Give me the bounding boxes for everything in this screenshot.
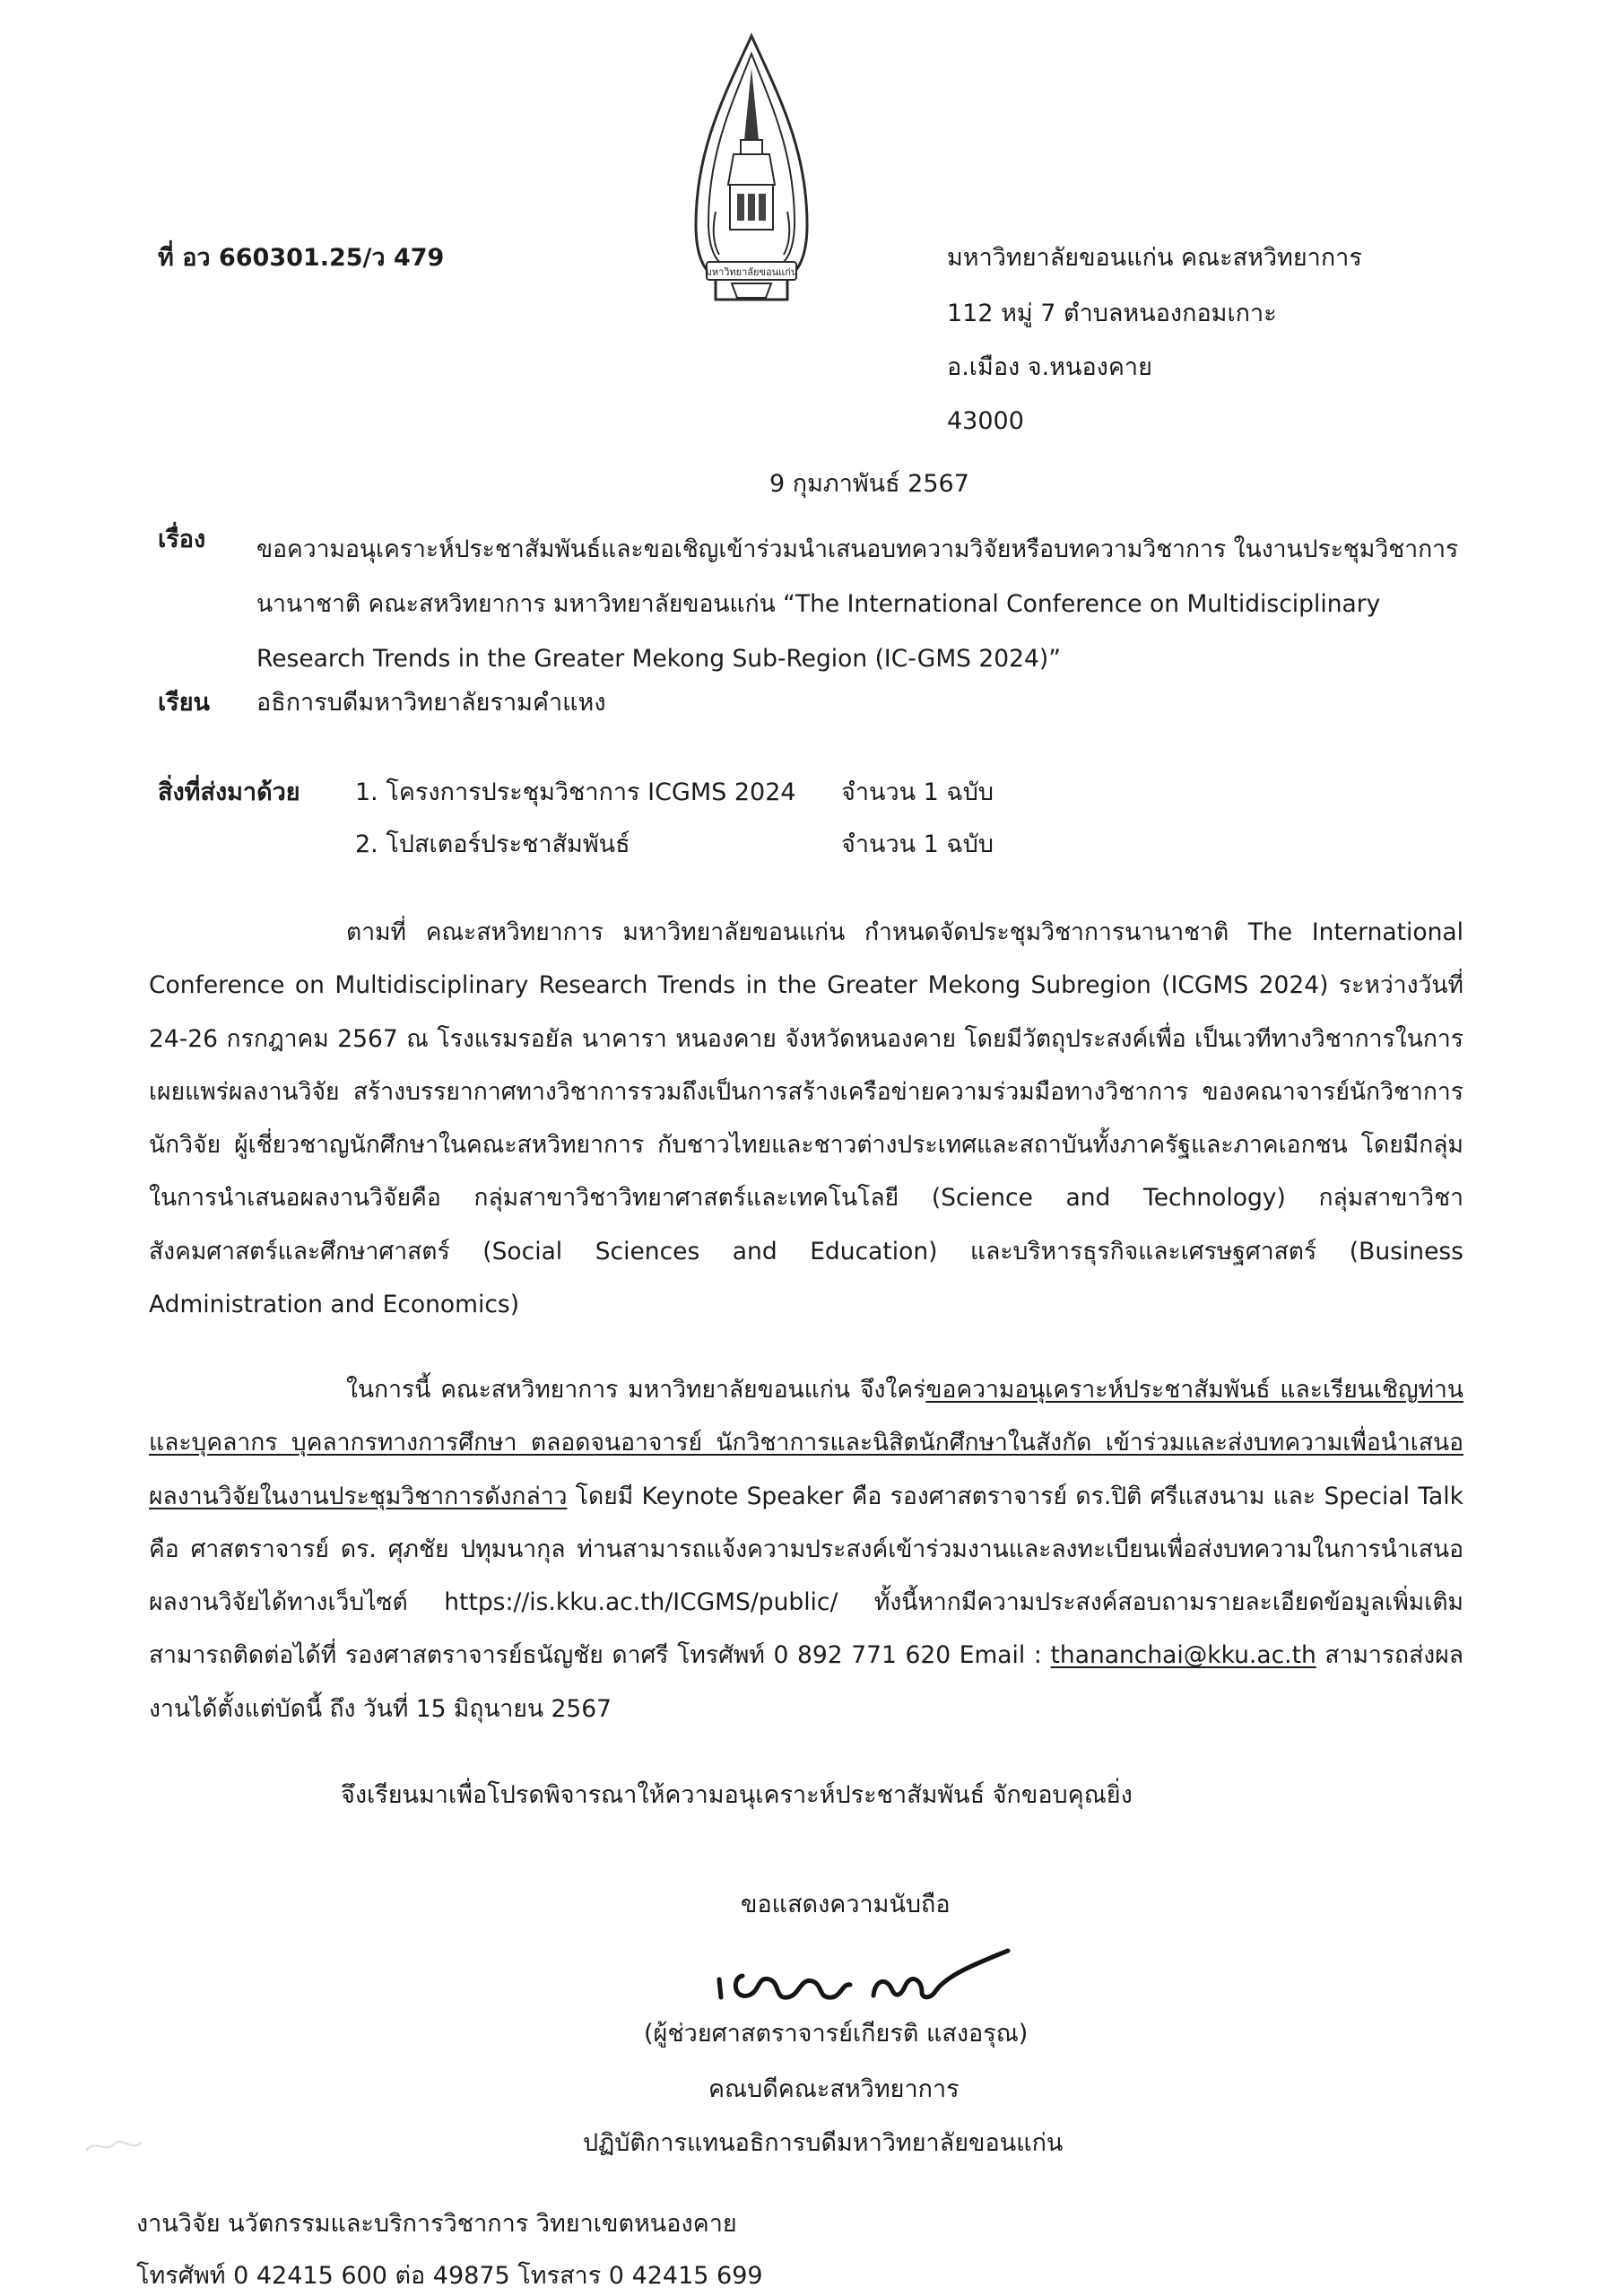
address-line-2: 112 หมู่ 7 ตำบลหนองกอมเกาะ <box>947 300 1277 327</box>
body-paragraph-2-deadline: สามารถส่งผลงานได้ตั้งแต่บัดนี้ ถึง วันที่ 15 มิถุนายน 2567 <box>149 1641 1463 1723</box>
enclosure-item-qty: จำนวน 1 ฉบับ <box>841 831 994 858</box>
address-line-3: อ.เมือง จ.หนองคาย <box>947 353 1152 381</box>
enclosure-item-name: 2. โปสเตอร์ประชาสัมพันธ์ <box>355 831 630 858</box>
body-paragraph-2-details: โดยมี Keynote Speaker คือ รองศาสตราจารย์ ดร.ปิติ ศรีแสงนาม และ Special Talk คือ ศาสตราจารย์ ดร. ศุภชัย ปทุมนากุล ท่านสามารถแจ้งความประสงค์เข้าร่วมงานและลงทะเบียนเพื่อส่งบทความในการนำเสนอผลงานวิจัยได้ทางเว็บไซต์ https://is.kku.ac.th/ICGMS/public/ ทั้งนี้หากมีความประสงค์สอบถามรายละเอียดข้อมูลเพิ่มเติม สามารถติดต่อได้ที่ รองศาสตราจารย์ธนัญชัย ดาศรี โทรศัพท์ 0 892 771 620 Email : <box>149 1482 1463 1670</box>
invitation-underlined: ขอความอนุเคราะห์ประชาสัมพันธ์ และเรียนเชิญท่านและบุคลากร บุคลากรทางการศึกษา ตลอดจนอาจารย์ นักวิชาการและนิสิตนักศึกษาในสังกัด เข้าร่วมและส่งบทความเพื่อนำเสนอผลงานวิจัยในงานประชุมวิชาการดังกล่าว <box>149 1376 1464 1510</box>
body-paragraph-2-intro: ในการนี้ คณะสหวิทยาการ มหาวิทยาลัยขอนแก่น จึงใคร่ <box>346 1376 926 1404</box>
subject-text: ขอความอนุเคราะห์ประชาสัมพันธ์และขอเชิญเข้าร่วมนำเสนอบทความวิจัยหรือบทความวิชาการ ในงานประชุมวิชาการนานาชาติ คณะสหวิทยาการ มหาวิทยาลัยขอนแก่น “The International Conference on Multidisciplinary Research Trends in the Greater Mekong Sub-Region (IC-GMS 2024)” <box>256 535 1459 673</box>
subject-label: เรื่อง <box>158 526 206 553</box>
signatory-acting-position: ปฏิบัติการแทนอธิการบดีมหาวิทยาลัยขอนแก่น <box>583 2129 1064 2157</box>
contact-email-link[interactable]: thananchai@kku.ac.th <box>1050 1641 1316 1670</box>
postal-code: 43000 <box>947 407 1024 435</box>
footer-department: งานวิจัย นวัตกรรมและบริการวิชาการ วิทยาเขตหนองคาย <box>136 2210 737 2238</box>
logo-text: มหาวิทยาลัยขอนแก่น <box>705 266 798 278</box>
recipient-text: อธิการบดีมหาวิทยาลัยรามคำแหง <box>256 689 606 717</box>
footer-contact: โทรศัพท์ 0 42415 600 ต่อ 49875 โทรสาร 0 42415 699 <box>136 2262 763 2290</box>
letter-date: 9 กุมภาพันธ์ 2567 <box>769 470 969 498</box>
enclosures-label: สิ่งที่ส่งมาด้วย <box>158 778 300 806</box>
body-paragraph-1: ตามที่ คณะสหวิทยาการ มหาวิทยาลัยขอนแก่น กำหนดจัดประชุมวิชาการนานาชาติ The International Conference on Multidisciplinary Research Trends in the Greater Mekong Subregion (ICGMS 2024) ระหว่างวันที่ 24-26 กรกฎาคม 2567 ณ โรงแรมรอยัล นาคารา หนองคาย จังหวัดหนองคาย โดยมีวัตถุประสงค์เพื่อ เป็นเวทีทางวิชาการในการเผยแพร่ผลงานวิจัย สร้างบรรยากาศทางวิชาการรวมถึงเป็นการสร้างเครือข่ายความร่วมมือทางวิชาการ ของคณาจารย์นักวิชาการ นักวิจัย ผู้เชี่ยวชาญนักศึกษาในคณะสหวิทยาการ กับชาวไทยและชาวต่างประเทศและสถาบันทั้งภาครัฐและภาคเอกชน โดยมีกลุ่มในการนำเสนอผลงานวิจัยคือ กลุ่มสาขาวิชาวิทยาศาสตร์และเทคโนโลยี (Science and Technology) กลุ่มสาขาวิชาสังคมศาสตร์และศึกษาศาสตร์ (Social Sciences and Education) และบริหารธุรกิจและเศรษฐศาสตร์ (Business Administration and Economics) <box>149 918 1463 1319</box>
university-logo <box>689 32 814 310</box>
handwritten-signature <box>707 1933 1020 2013</box>
body-paragraph-2 <box>149 1363 1463 1735</box>
enclosure-item-qty: จำนวน 1 ฉบับ <box>841 778 994 806</box>
closing-sentence: จึงเรียนมาเพื่อโปรดพิจารณาให้ความอนุเคราะห์ประชาสัมพันธ์ จักขอบคุณยิ่ง <box>341 1781 1133 1809</box>
reference-number: ที่ อว 660301.25/ว 479 <box>158 244 445 272</box>
signatory-position: คณบดีคณะสหวิทยาการ <box>708 2075 960 2103</box>
salutation: ขอแสดงความนับถือ <box>741 1891 951 1918</box>
recipient-label: เรียน <box>158 689 211 717</box>
enclosure-item-name: 1. โครงการประชุมวิชาการ ICGMS 2024 <box>355 778 796 806</box>
address-line-1: มหาวิทยาลัยขอนแก่น คณะสหวิทยาการ <box>947 244 1362 272</box>
signatory-name: (ผู้ช่วยศาสตราจารย์เกียรติ แสงอรุณ) <box>644 2020 1029 2048</box>
faint-stamp-mark <box>83 2133 145 2160</box>
